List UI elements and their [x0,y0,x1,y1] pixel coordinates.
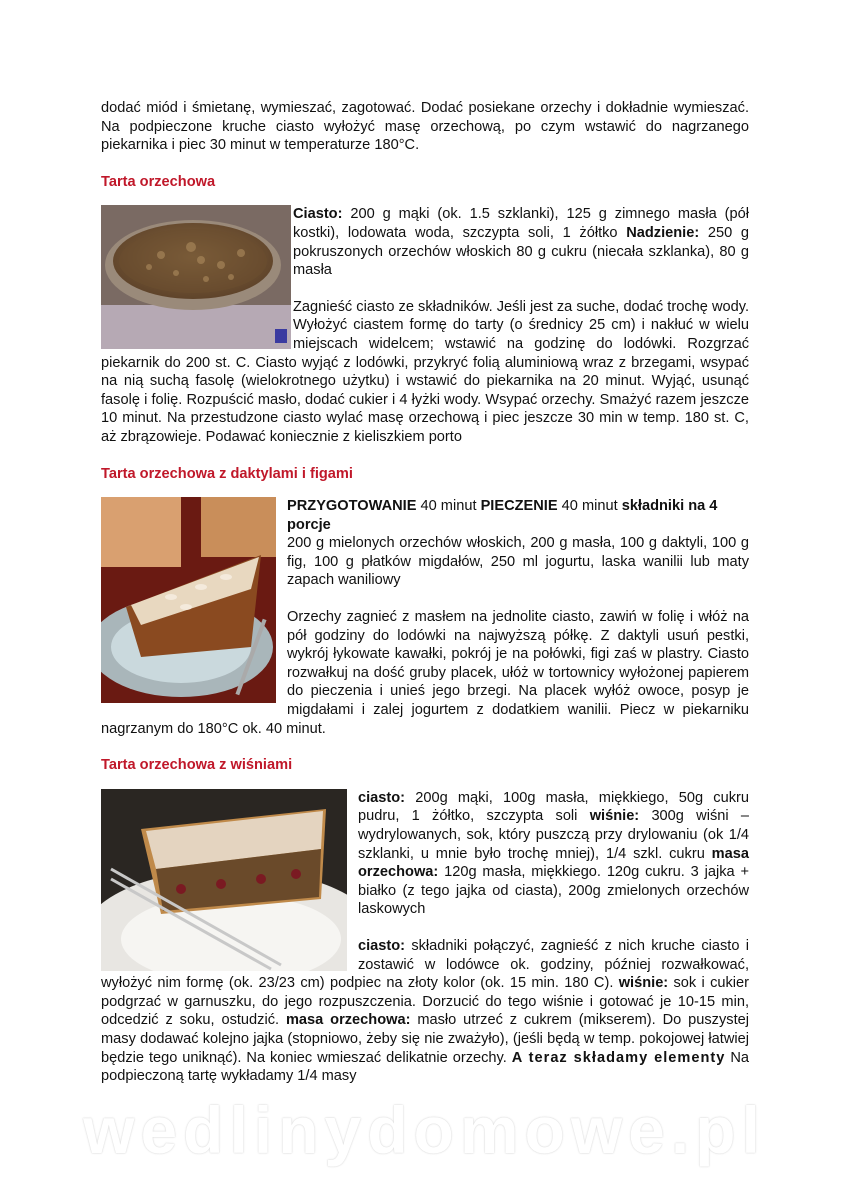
recipe3-m-label-assembly: A teraz składamy elementy [511,1049,726,1066]
recipe1-ingredients-text-ciasto: 200 g mąki (ok. 1.5 szklanki), 125 g zimnego masła (pół kostki), lodowata woda, szczypta soli, 1 żółtko [293,206,749,241]
recipe3-m-text-ciasto: składniki połączyć, zagnieść z nich kruche ciasto i zostawić w lodówce ok. godziny, później rozwałkować, wyłożyć nim formę (ok. 23/23 cm) podpiec na złoty kolor (ok. 15 min. 180 C). [101,937,749,992]
tart-slice-photo-icon [101,497,276,703]
recipe3-m-label-masa: masa orzechowa: [285,1012,411,1029]
recipe1-ingredients-text-nadzienie: 250 g pokruszonych orzechów włoskich 80 g cukru (niecała szklanka), 80 g masła [293,224,749,279]
recipe2-bake-label: PIECZENIE [480,498,558,515]
recipe3-m-text-masa: masło utrzeć z cukrem (mikserem). Do puszystej masy dodawać kolejno jajka (stopniowo, żeby się nie zważyło), (jeśli będą w temp. pokojowej łatwiej będzie tego uniknąć). Na koniec wmieszać delikatnie orzechy. [101,1012,749,1066]
cherry-tart-photo-icon [101,789,347,971]
recipe2-prep-value: 40 minut [416,498,481,515]
recipe3-m-text-wisnie: sok i cukier podgrzać w garnuszku, do jego rozpuszczenia. Dorzucić do tego wiśnie i gotować je 10-15 min, odcedzić z soku, ostudzić. [101,975,749,1029]
recipe2-portions: składniki na 4 porcje [287,498,718,533]
recipe3-m-label-ciasto: ciasto: [358,937,406,954]
site-watermark: wedlinydomowe.pl [83,1093,766,1167]
intro-paragraph: dodać miód i śmietanę, wymieszać, zagotować. Dodać posiekane orzechy i dokładnie wymieszać. Na podpieczone kruche ciasto wyłożyć masę orzechową, po czym wstawić do nagrzanego piekarnika i piec 30 minut w temperaturze 180°C. [101,100,749,154]
recipe2-ingredients: 200 g mielonych orzechów włoskich, 200 g masła, 100 g daktyli, 100 g fig, 100 g płatków migdałów, 250 ml jogurtu, laska wanilii lub maty zapach waniliowy [287,535,749,589]
recipe2-method: Orzechy zagnieć z masłem na jednolite ciasto, zawiń w folię i włóż na pół godziny do lodówki na najwyższą półkę. Z daktyli usuń pestki, wykrój łykowate kawałki, pokrój je na połówki, figi zaś w plastry. Ciasto rozwałkuj na dość gruby placek, ułóż w tortownicy wyłożonej papierem do pieczenia i unieś jego brzegi. Na placek wyłóż owoce, posyp je migdałami i zalej jogurtem z dodatkiem wanilii. Piecz w piekarniku nagrzanym do 180°C ok. 40 minut. [101,609,749,737]
recipe3-title: Tarta orzechowa z wiśniami [101,757,293,774]
recipe2-title: Tarta orzechowa z daktylami i figami [101,465,353,482]
recipe1-title: Tarta orzechowa [101,173,216,190]
recipe3-m-label-wisnie: wiśnie: [618,975,669,992]
recipe3-m-text-assembly: Na podpieczoną tartę wykładamy 1/4 masy [101,1049,749,1085]
recipe1-ingredients-label-ciasto: Ciasto: [293,206,343,223]
recipe3-ing-text-masa: 120g masła, miękkiego. 120g cukru. 3 jajka + białko (z tego jajka od ciasta), 200g zmielonych orzechów laskowych [358,864,749,918]
recipe3-ing-text-ciasto: 200g mąki, 100g masła, miękkiego, 50g cukru pudru, 1 żółtko, szczypta soli [358,789,749,825]
recipe3-ing-label-ciasto: ciasto: [358,789,406,806]
tart-photo-icon [101,205,291,349]
recipe3-ing-label-masa: masa orzechowa: [358,845,749,881]
recipe3-ing-label-wisnie: wiśnie: [589,808,640,825]
recipe1-method: Zagnieść ciasto ze składników. Jeśli jest za suche, dodać trochę wody. Wyłożyć ciastem formę do tarty (o średnicy 25 cm) i nakłuć w wielu miejscach widelcem; wstawić na godzinę do lodówki. Rozgrzać piekarnik do 200 st. C. Ciasto wyjąć z lodówki, przykryć folią aluminiową wraz z brzegami, wsypać na nią suchą fasolę (wielokrotnego użytku) i wstawić do piekarnika na 20 minut. Wyjąć, usunąć fasolę i folię. Rozpuścić masło, dodać cukier i 4 łyżki wody. Wsypać orzechy. Smażyć razem jeszcze 10 minut. Na przestudzone ciasto wylać masę orzechową i piec jeszcze 30 min w temp. 180 st. C, aż zbrązowieje. Podawać koniecznie z kieliszkiem porto [101,298,749,445]
recipe3-ing-text-wisnie: 300g wiśni – wydrylowanych, sok, który puszczą przy drylowaniu (ok 1/4 szklanki, u mnie było trochę mniej), 1/4 szkl. cukru [358,808,749,862]
recipe2-bake-value: 40 minut [557,498,622,515]
document-content [101,99,749,1086]
recipe2-prep-label: PRZYGOTOWANIE [287,498,417,515]
recipe1-ingredients-label-nadzienie: Nadzienie: [626,224,700,241]
